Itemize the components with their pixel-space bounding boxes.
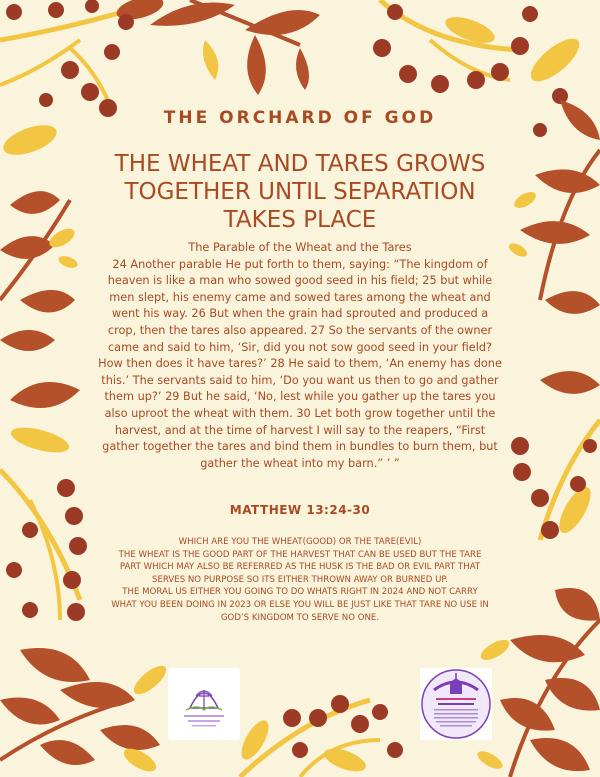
headline-line-2: TOGETHER UNTIL SEPARATION <box>124 179 476 205</box>
moral-explanation: THE WHEAT IS THE GOOD PART OF THE HARVEST THAT CAN BE USED BUT THE TARE PART WHICH MAY ALSO BE REFERRED AS THE HUSK IS THE BAD OR EVIL PART THAT SERVES NO PURPOSE SO ITS EITHER THROWN AWAY OR BURNED UP. <box>118 549 482 585</box>
page-kicker: THE ORCHARD OF GOD <box>163 108 437 128</box>
left-side-leaves <box>0 191 80 457</box>
top-center-leaves <box>150 0 320 95</box>
ministry-badge-icon <box>420 668 492 740</box>
left-lower-branch <box>0 470 87 621</box>
church-logo-left <box>168 668 240 740</box>
scripture-reference: MATTHEW 13:24-30 <box>229 503 371 517</box>
church-emblem-icon <box>168 668 240 740</box>
parable-passage <box>96 240 504 472</box>
church-logo-right <box>420 668 492 740</box>
right-lower-branch <box>511 420 600 540</box>
parable-title: The Parable of the Wheat and the Tares <box>188 241 412 254</box>
moral-question: WHICH ARE YOU THE WHEAT(GOOD) OR THE TARE(EVIL) <box>178 537 422 547</box>
bottom-left-leaves <box>0 648 170 776</box>
headline-line-3: TAKES PLACE <box>223 207 377 233</box>
bottom-center-branch <box>236 695 403 777</box>
right-side-leaves <box>507 100 600 394</box>
moral-section <box>110 536 490 624</box>
bottom-right-leaves <box>475 588 600 777</box>
parable-text: 24 Another parable He put forth to them, saying: “The kingdom of heaven is like a man who sowed good seed in his field; 25 but while men slept, his enemy came and sowed tares among the wheat and went his way. 26 But when the grain had sprouted and produced a crop, then the tares also appeared. 27 So the servants of the owner came and said to him, ‘Sir, did you not sow good seed in your field? How then does it have tares?’ 28 He said to them, ‘An enemy has done this.’ The servants said to him, ‘Do you want us then to go and gather them up?’ 29 But he said, ‘No, lest while you gather up the tares you also uproot the wheat with them. 30 Let both grow together until the harvest, and at the time of harvest I will say to the reapers, “First gather together the tares and bind them in bundles to burn them, but gather the wheat into my barn.” ’ ” <box>98 257 502 470</box>
top-left-branch <box>0 0 166 161</box>
page-headline <box>96 150 504 234</box>
headline-line-1: THE WHEAT AND TARES GROWS <box>114 151 486 177</box>
moral-lesson: THE MORAL US EITHER YOU GOING TO DO WHATS RIGHT IN 2024 AND NOT CARRY WHAT YOU BEEN DOING IN 2023 OR ELSE YOU WILL BE JUST LIKE THAT TARE NO USE IN GOD’S KINGDOM TO SERVE NO ONE. <box>111 587 489 623</box>
